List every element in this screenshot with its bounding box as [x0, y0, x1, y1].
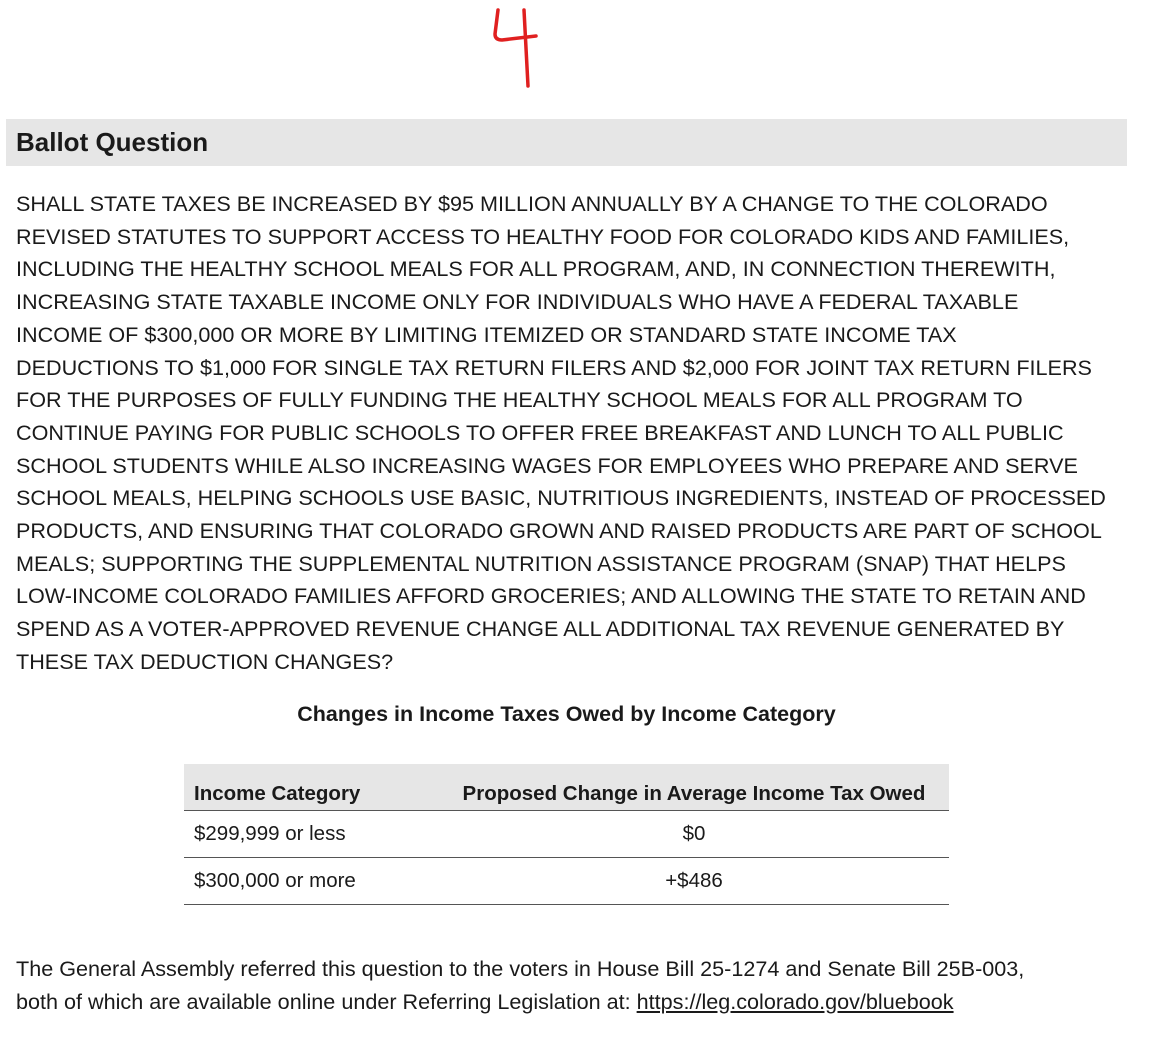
ballot-question-line: THESE TAX DEDUCTION CHANGES?	[16, 648, 394, 674]
referral-note-line2: both of which are available online under Referring Legislation at:	[16, 988, 637, 1014]
referral-note	[16, 953, 1146, 1018]
ballot-question-text	[16, 188, 1126, 679]
header-income-category: Income Category	[184, 764, 439, 810]
ballot-question-line: DEDUCTIONS TO $1,000 FOR SINGLE TAX RETURN FILERS AND $2,000 FOR JOINT TAX RETURN FILERS	[16, 354, 1092, 380]
row-proposed-change: +$486	[439, 857, 949, 904]
ballot-question-line: MEALS; SUPPORTING THE SUPPLEMENTAL NUTRITION ASSISTANCE PROGRAM (SNAP) THAT HELPS	[16, 550, 1066, 576]
handwritten-page-number-mark	[488, 4, 540, 90]
table-header-row	[184, 764, 949, 810]
ballot-question-line: PRODUCTS, AND ENSURING THAT COLORADO GROWN AND RAISED PRODUCTS ARE PART OF SCHOOL	[16, 518, 1102, 544]
ballot-question-line: INCREASING STATE TAXABLE INCOME ONLY FOR INDIVIDUALS WHO HAVE A FEDERAL TAXABLE	[16, 289, 1019, 315]
ballot-question-line: REVISED STATUTES TO SUPPORT ACCESS TO HEALTHY FOOD FOR COLORADO KIDS AND FAMILIES,	[16, 223, 1070, 249]
row-income-category: $300,000 or more	[184, 857, 439, 904]
ballot-question-line: SCHOOL STUDENTS WHILE ALSO INCREASING WAGES FOR EMPLOYEES WHO PREPARE AND SERVE	[16, 452, 1078, 478]
section-title: Ballot Question	[16, 127, 209, 157]
ballot-question-line: INCOME OF $300,000 OR MORE BY LIMITING ITEMIZED OR STANDARD STATE INCOME TAX	[16, 321, 957, 347]
table-row	[184, 810, 949, 857]
ballot-question-line: SPEND AS A VOTER-APPROVED REVENUE CHANGE ALL ADDITIONAL TAX REVENUE GENERATED BY	[16, 616, 1065, 642]
ballot-question-line: FOR THE PURPOSES OF FULLY FUNDING THE HEALTHY SCHOOL MEALS FOR ALL PROGRAM TO	[16, 387, 1023, 413]
table-caption: Changes in Income Taxes Owed by Income Category	[297, 702, 836, 726]
bluebook-link[interactable]: https://leg.colorado.gov/bluebook	[636, 988, 954, 1014]
section-header	[6, 119, 1127, 166]
ballot-question-line: CONTINUE PAYING FOR PUBLIC SCHOOLS TO OFFER FREE BREAKFAST AND LUNCH TO ALL PUBLIC	[16, 419, 1064, 445]
table-row	[184, 857, 949, 904]
ballot-question-line: SCHOOL MEALS, HELPING SCHOOLS USE BASIC, NUTRITIOUS INGREDIENTS, INSTEAD OF PROCESSED	[16, 485, 1106, 511]
income-tax-change-table	[184, 764, 949, 905]
ballot-question-line: SHALL STATE TAXES BE INCREASED BY $95 MILLION ANNUALLY BY A CHANGE TO THE COLORADO	[16, 191, 1048, 216]
ballot-question-line: LOW-INCOME COLORADO FAMILIES AFFORD GROCERIES; AND ALLOWING THE STATE TO RETAIN AND	[16, 583, 1086, 609]
ballot-question-line: INCLUDING THE HEALTHY SCHOOL MEALS FOR ALL PROGRAM, AND, IN CONNECTION THEREWITH,	[16, 256, 1056, 282]
header-proposed-change: Proposed Change in Average Income Tax Owed	[439, 764, 949, 810]
referral-note-line1: The General Assembly referred this question to the voters in House Bill 25-1274 and Senate Bill 25B-003,	[16, 956, 1025, 981]
row-income-category: $299,999 or less	[184, 810, 439, 857]
row-proposed-change: $0	[439, 810, 949, 857]
